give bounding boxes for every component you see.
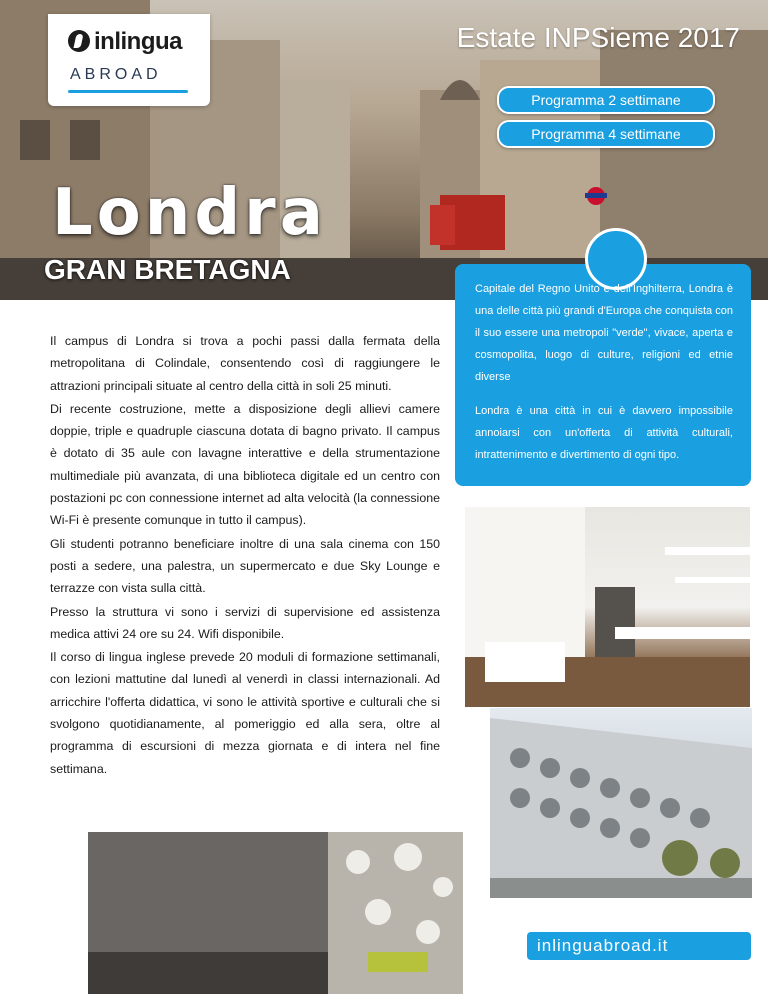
body-paragraph: Gli studenti potranno beneficiare inoltre di una sala cinema con 150 posti a sedere, una palestra, un supermercato e due Sky Lounge e terrazze con vista sulla città. [50, 536, 440, 596]
logo-sub-brand: ABROAD [70, 66, 162, 83]
program-4-weeks-button[interactable]: Programma 4 settimane [497, 120, 715, 148]
program-2-weeks-button[interactable]: Programma 2 settimane [497, 86, 715, 114]
campus-building-illustration [490, 708, 752, 898]
info-box [455, 264, 751, 486]
logo-brand: inlingua [68, 28, 182, 56]
body-paragraph: Il corso di lingua inglese prevede 20 moduli di formazione settimanali, con lezioni mattutine dal lunedì al venerdì in classi internazionali. Ad arricchire l'offerta didattica, vi sono le attività sportive e culturali che si svolgono quotidianamente, al pomeriggio ed alla sera, oltre al programma di escursioni di mezza giornata e di intera nel fine settimana. [50, 650, 440, 776]
inlingua-abroad-logo [48, 14, 210, 106]
website-link[interactable]: inlinguabroad.it [527, 932, 751, 960]
info-paragraph-1: Capitale del Regno Unito e dell'Inghilterra, Londra è una delle città più grandi d'Europa che conquista con il suo essere una metropoli "verde", vivace, aperta e cosmopolita, luogo di culture, religioni ed etnie diverse [475, 283, 733, 383]
main-text [50, 330, 440, 781]
info-paragraph-2: Londra è una città in cui è davvero impossibile annoiarsi con un'offerta di attività culturali, intrattenimento e divertimento di ogni tipo. [475, 405, 733, 461]
city-heading: Londra [52, 176, 327, 250]
page-title: Estate INPSieme 2017 [456, 22, 740, 53]
body-paragraph: Il campus di Londra si trova a pochi passi dalla fermata della metropolitana di Colindale, consentendo così di raggiungere le attrazioni principali situate al centro della città in soli 25 minuti. [50, 334, 440, 393]
lounge-photo [88, 832, 463, 994]
country-heading: GRAN BRETAGNA [44, 254, 291, 285]
dorm-room-photo [465, 507, 750, 707]
lounge-illustration [88, 832, 463, 994]
campus-building-photo [490, 708, 752, 898]
airplane-swoosh-icon [68, 90, 188, 93]
body-paragraph: Presso la struttura vi sono i servizi di supervisione ed assistenza medica attivi 24 ore su 24. Wifi disponibile. [50, 604, 440, 641]
dorm-room-illustration [465, 507, 750, 707]
inlingua-mark-icon [68, 30, 90, 52]
body-paragraph: Di recente costruzione, mette a disposizione degli allievi camere doppie, triple e quadruple ciascuna dotata di bagno privato. Il campus è dotato di 35 aule con lavagne interattive e della strumentazione multimediale più avanzata, di una biblioteca digitale ed un centro con postazioni pc con connessione internet ad alta velocità (la connessione Wi-Fi è presente comunque in tutto il campus). [50, 401, 440, 528]
